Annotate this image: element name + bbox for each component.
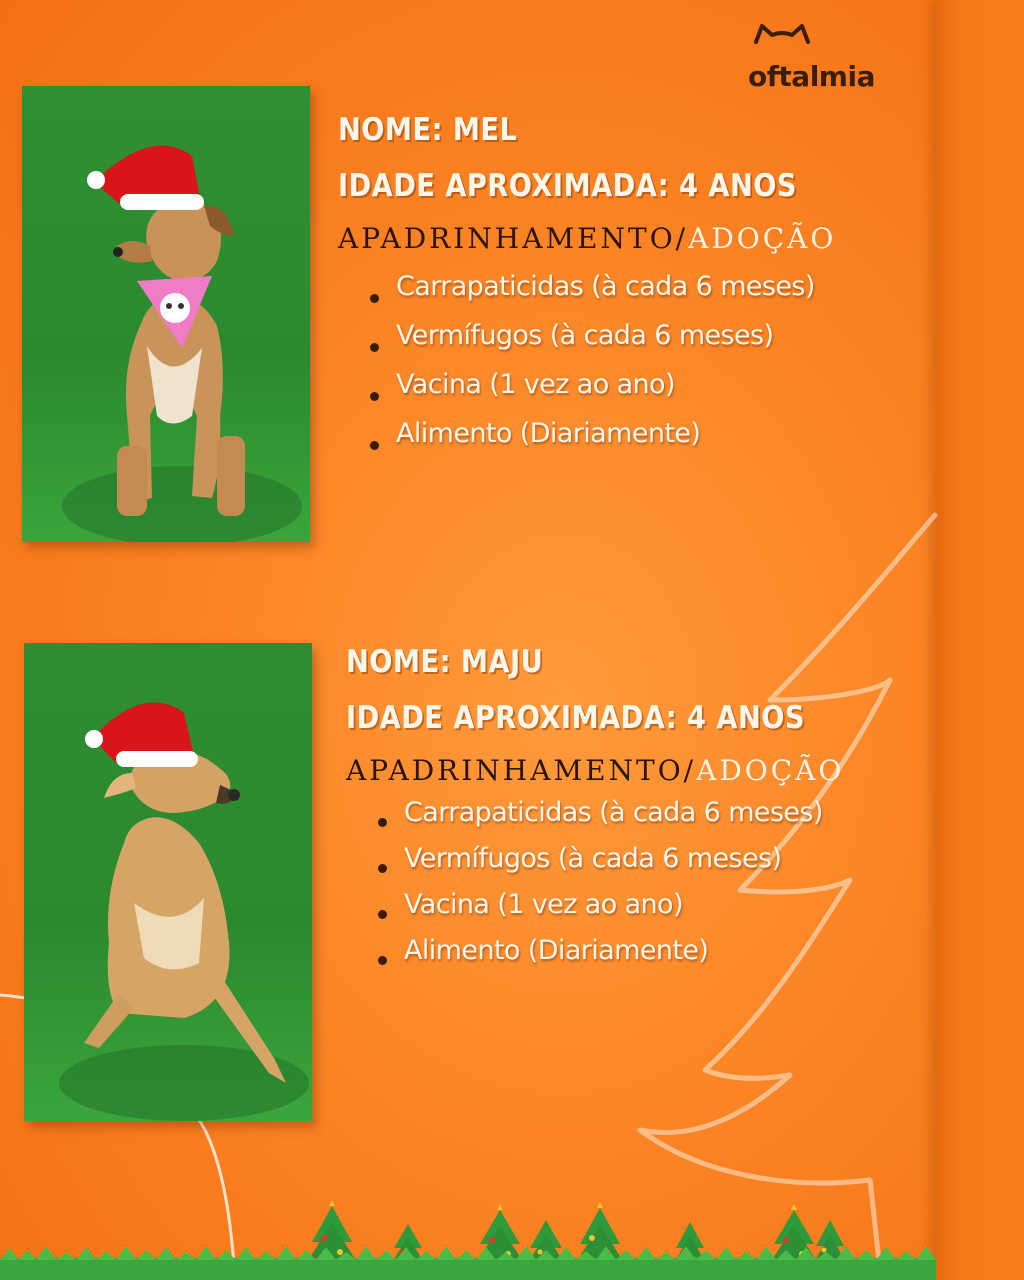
list-item bbox=[368, 321, 928, 370]
need-frequency: (à cada 6 meses) bbox=[549, 843, 782, 874]
cat-ears-icon bbox=[752, 22, 812, 44]
brand-name: oftalmia bbox=[748, 60, 875, 93]
pet-age: IDADE APROXIMADA: 4 ANOS bbox=[346, 700, 805, 736]
pet-photo-maju bbox=[24, 643, 312, 1121]
need-item: Vermífugos bbox=[404, 843, 550, 874]
program-title bbox=[338, 222, 928, 262]
pet-info-mel bbox=[338, 112, 928, 468]
pet-name: NOME: MAJU bbox=[346, 644, 544, 680]
brand-logo bbox=[746, 22, 916, 93]
need-item: Alimento bbox=[404, 935, 520, 966]
list-item bbox=[376, 798, 926, 844]
need-frequency: (à cada 6 meses) bbox=[591, 797, 823, 828]
list-item bbox=[376, 936, 926, 982]
care-needs-list bbox=[376, 798, 926, 982]
need-frequency: (Diariamente) bbox=[519, 935, 709, 966]
need-frequency: (à cada 6 meses) bbox=[583, 271, 815, 302]
care-needs-list bbox=[368, 272, 928, 468]
need-item: Carrapaticidas bbox=[396, 271, 584, 302]
list-item bbox=[376, 844, 926, 890]
need-item: Alimento bbox=[396, 418, 512, 449]
need-frequency: (Diariamente) bbox=[511, 418, 701, 449]
list-item bbox=[368, 370, 928, 419]
list-item bbox=[368, 272, 928, 321]
need-item: Vermífugos bbox=[396, 320, 542, 351]
pet-photo-mel bbox=[22, 86, 310, 542]
pet-age: IDADE APROXIMADA: 4 ANOS bbox=[338, 168, 797, 204]
program-sponsorship: APADRINHAMENTO/ bbox=[338, 222, 689, 255]
program-title bbox=[346, 754, 926, 792]
program-adoption: ADOÇÃO bbox=[688, 222, 837, 255]
program-adoption: ADOÇÃO bbox=[696, 754, 845, 787]
list-item bbox=[376, 890, 926, 936]
need-frequency: (1 vez ao ano) bbox=[489, 889, 683, 920]
right-edge-panel bbox=[936, 0, 1024, 1280]
need-frequency: (à cada 6 meses) bbox=[541, 320, 774, 351]
pet-info-maju bbox=[346, 644, 926, 982]
pet-name: NOME: MEL bbox=[338, 112, 518, 148]
list-item bbox=[368, 419, 928, 468]
grass-strip bbox=[0, 1244, 936, 1280]
need-item: Vacina bbox=[396, 369, 482, 400]
need-item: Vacina bbox=[404, 889, 490, 920]
need-frequency: (1 vez ao ano) bbox=[481, 369, 675, 400]
need-item: Carrapaticidas bbox=[404, 797, 592, 828]
program-sponsorship: APADRINHAMENTO/ bbox=[346, 754, 697, 787]
